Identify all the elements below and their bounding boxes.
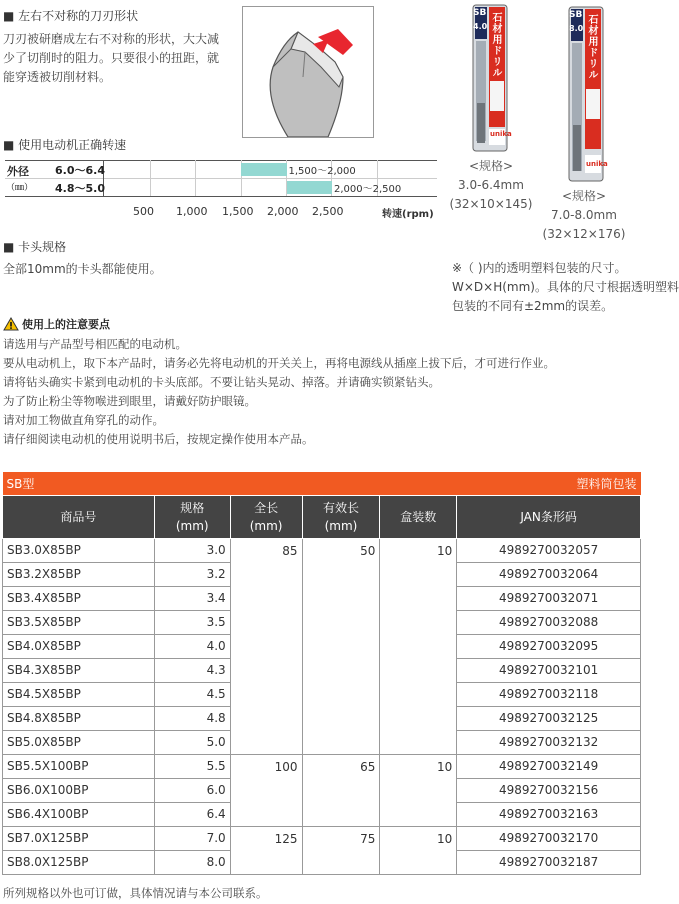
header-effective-length: 有效长 (mm) <box>302 495 380 538</box>
footer-note: 所列规格以外也可订做，具体情况请与本公司联系。 <box>3 886 268 900</box>
table-header-row <box>3 495 641 538</box>
speed-bar <box>241 163 287 176</box>
cell-spec: 4.8 <box>154 706 230 730</box>
cell-spec: 3.2 <box>154 562 230 586</box>
spec-dims: (32×10×145) <box>449 197 533 211</box>
cell-effective: 65 <box>302 754 380 826</box>
spec-range: 7.0-8.0mm <box>551 208 617 222</box>
cell-product-code: SB3.0X85BP <box>3 538 155 562</box>
cell-length: 100 <box>230 754 302 826</box>
cell-spec: 7.0 <box>154 826 230 850</box>
caution-line: 请对加工物做直角穿孔的动作。 <box>3 413 164 427</box>
cell-jan: 4989270032064 <box>457 562 641 586</box>
table-title-row <box>3 472 641 495</box>
cell-effective: 75 <box>302 826 380 874</box>
cell-spec: 8.0 <box>154 850 230 874</box>
cell-qty: 10 <box>380 826 457 874</box>
cell-product-code: SB8.0X125BP <box>3 850 155 874</box>
header-length: 全长 (mm) <box>230 495 302 538</box>
axis-label: 转速(rpm) <box>382 209 434 220</box>
table-row <box>3 538 641 562</box>
product-caption-2 <box>538 187 630 244</box>
tick-label: 1,500 <box>222 205 254 218</box>
cell-product-code: SB3.5X85BP <box>3 610 155 634</box>
cell-product-code: SB5.0X85BP <box>3 730 155 754</box>
cell-qty: 10 <box>380 538 457 754</box>
text-line: 刀刃被研磨成左右不对称的形状，大大减 <box>3 32 220 46</box>
text-line: 能穿透被切削材料。 <box>3 70 112 84</box>
cell-product-code: SB4.3X85BP <box>3 658 155 682</box>
section-asymmetric-heading: ■ 左右不对称的刀刃形状 <box>3 9 139 23</box>
section-speed-heading: ■ 使用电动机正确转速 <box>3 138 127 152</box>
speed-row <box>5 179 437 196</box>
cell-length: 85 <box>230 538 302 754</box>
blade-illustration <box>242 6 374 138</box>
package-label: 石材用ドリル <box>586 14 597 80</box>
section-chuck-text: 全部10mm的卡头都能使用。 <box>3 262 162 276</box>
cell-jan: 4989270032149 <box>457 754 641 778</box>
cell-jan: 4989270032132 <box>457 730 641 754</box>
cell-jan: 4989270032101 <box>457 658 641 682</box>
package-note <box>452 259 679 316</box>
cell-spec: 5.0 <box>154 730 230 754</box>
product-caption-1 <box>445 157 537 214</box>
table-row <box>3 754 641 778</box>
cell-product-code: SB4.8X85BP <box>3 706 155 730</box>
cell-jan: 4989270032118 <box>457 682 641 706</box>
cell-spec: 4.0 <box>154 634 230 658</box>
speed-label: 1,500～2,000 <box>288 166 356 177</box>
caution-line: 为了防止粉尘等物喉进到眼里，请戴好防护眼镜。 <box>3 394 256 408</box>
product-size: 8.0 <box>569 24 584 33</box>
spec-label: <规格> <box>468 159 514 173</box>
tick-label: 1,000 <box>176 205 208 218</box>
warning-icon <box>3 317 19 331</box>
cell-product-code: SB7.0X125BP <box>3 826 155 850</box>
row-label-diameter: 外径 <box>7 165 29 178</box>
cell-effective: 50 <box>302 538 380 754</box>
package-label: 石材用ドリル <box>490 12 501 78</box>
cell-product-code: SB4.0X85BP <box>3 634 155 658</box>
spec-dims: (32×12×176) <box>542 227 626 241</box>
caution-line: 要从电动机上，取下本产品时，请务必先将电动机的开关关上，再将电源线从插座上拔下后，才可进行作业。 <box>3 356 555 370</box>
tick-label: 500 <box>133 205 154 218</box>
cell-jan: 4989270032187 <box>457 850 641 874</box>
tick-label: 2,500 <box>312 205 344 218</box>
cell-spec: 6.4 <box>154 802 230 826</box>
note-line: 包装的不同有±2mm的误差。 <box>452 299 614 313</box>
speed-row <box>5 161 437 178</box>
row-label-unit: （㎜） <box>6 183 34 193</box>
cell-jan: 4989270032088 <box>457 610 641 634</box>
cell-product-code: SB3.4X85BP <box>3 586 155 610</box>
table-row <box>3 826 641 850</box>
speed-chart <box>5 160 437 226</box>
caution-line: 请选用与产品型号相匹配的电动机。 <box>3 337 187 351</box>
cell-jan: 4989270032156 <box>457 778 641 802</box>
section-chuck-heading: ■ 卡头规格 <box>3 240 67 254</box>
cell-spec: 5.5 <box>154 754 230 778</box>
cell-product-code: SB5.5X100BP <box>3 754 155 778</box>
product-badge: SB <box>569 10 583 20</box>
cell-product-code: SB6.0X100BP <box>3 778 155 802</box>
product-badge: SB <box>473 8 487 18</box>
caution-line: 请仔细阅读电动机的使用说明书后，按规定操作使用本产品。 <box>3 432 314 446</box>
header-product-code: 商品号 <box>3 495 155 538</box>
note-line: ※（ )内的透明塑料包装的尺寸。 <box>452 261 627 275</box>
cell-spec: 6.0 <box>154 778 230 802</box>
table-title: SB型 <box>3 472 303 495</box>
caution-heading-row <box>3 316 110 332</box>
section-asymmetric-text <box>3 30 219 87</box>
cell-jan: 4989270032071 <box>457 586 641 610</box>
cell-spec: 3.0 <box>154 538 230 562</box>
cell-jan: 4989270032163 <box>457 802 641 826</box>
note-line: W×D×H(mm)。具体的尺寸根据透明塑料 <box>452 280 679 294</box>
cell-product-code: SB6.4X100BP <box>3 802 155 826</box>
diameter-range: 6.0～6.4 <box>55 164 105 177</box>
speed-bar <box>287 181 333 194</box>
brand-logo: unika <box>586 160 608 168</box>
table-body <box>3 538 641 874</box>
cell-jan: 4989270032057 <box>457 538 641 562</box>
caution-heading: 使用上的注意要点 <box>22 318 110 331</box>
cell-length: 125 <box>230 826 302 874</box>
cell-qty: 10 <box>380 754 457 826</box>
cell-jan: 4989270032095 <box>457 634 641 658</box>
cell-spec: 4.3 <box>154 658 230 682</box>
cell-jan: 4989270032170 <box>457 826 641 850</box>
header-box-qty: 盒装数 <box>380 495 457 538</box>
product-size: 4.0 <box>473 22 488 31</box>
spec-label: <规格> <box>561 189 607 203</box>
spec-table <box>2 472 641 875</box>
table-package-type: 塑料筒包装 <box>302 472 640 495</box>
brand-logo: unika <box>490 130 512 138</box>
cell-spec: 3.4 <box>154 586 230 610</box>
cell-jan: 4989270032125 <box>457 706 641 730</box>
speed-label: 2,000～2,500 <box>334 184 402 195</box>
tick-label: 2,000 <box>267 205 299 218</box>
cell-spec: 4.5 <box>154 682 230 706</box>
caution-list <box>3 335 555 449</box>
header-jan: JAN条形码 <box>457 495 641 538</box>
text-line: 少了切削时的阻力。只要很小的扭距，就 <box>3 51 220 65</box>
header-spec: 规格 (mm) <box>154 495 230 538</box>
diameter-range: 4.8～5.0 <box>55 182 105 195</box>
cell-product-code: SB3.2X85BP <box>3 562 155 586</box>
cell-spec: 3.5 <box>154 610 230 634</box>
cell-product-code: SB4.5X85BP <box>3 682 155 706</box>
spec-range: 3.0-6.4mm <box>458 178 524 192</box>
caution-line: 请将钻头确实卡紧到电动机的卡头底部。不要让钻头晃动、掉落。并请确实锁紧钻头。 <box>3 375 440 389</box>
